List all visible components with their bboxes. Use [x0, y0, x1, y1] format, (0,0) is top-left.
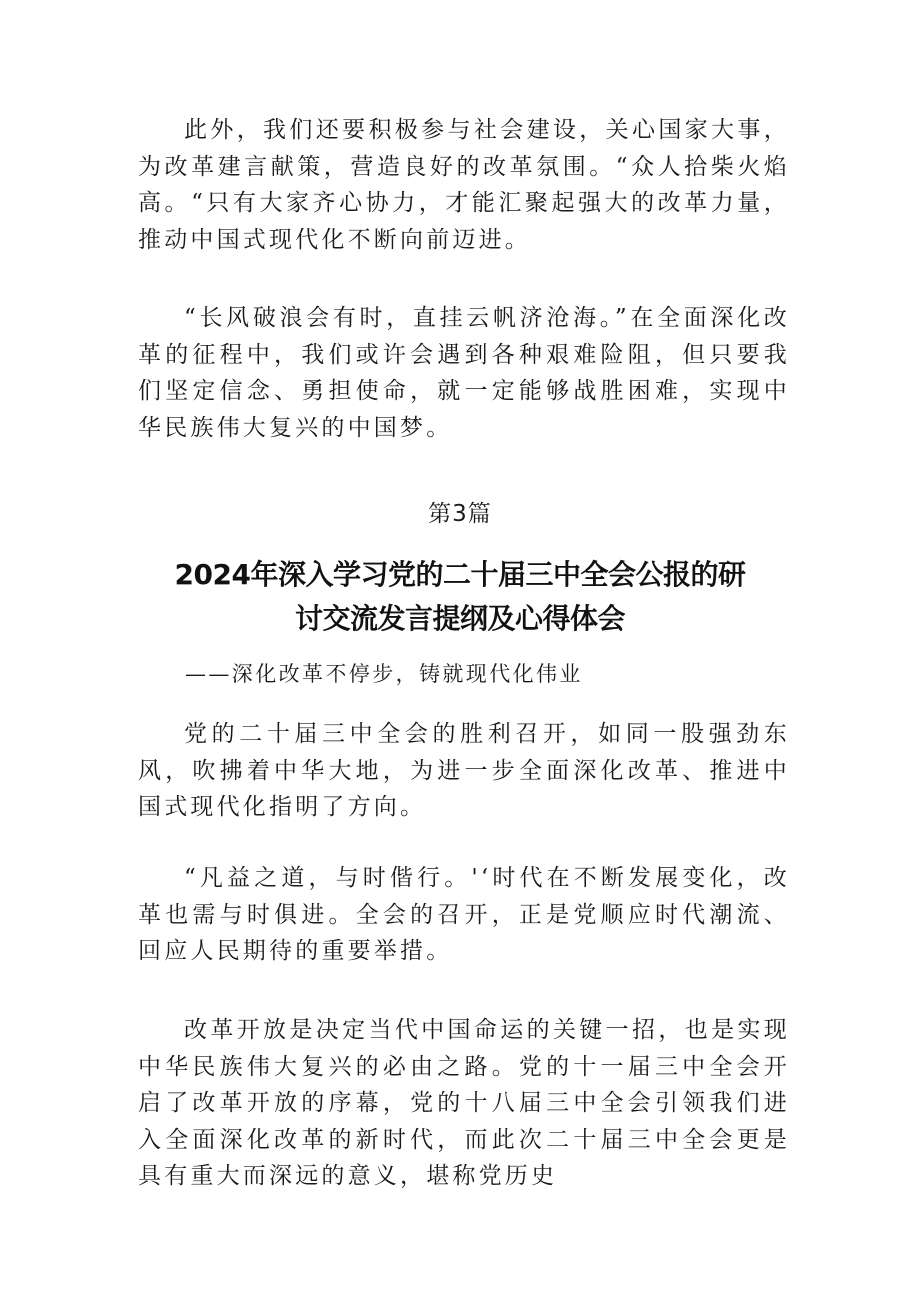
paragraph-chinese-dream: “长风破浪会有时，直挂云帆济沧海。”在全面深化改革的征程中，我们或许会遇到各种艰难险阻，但只要我们坚定信念、勇担使命，就一定能够战胜困难，实现中华民族伟大复兴的中国梦。: [138, 305, 790, 441]
article-subtitle: ——深化改革不停步，铸就现代化伟业: [185, 662, 583, 686]
paragraph-plenum-opening: 党的二十届三中全会的胜利召开，如同一股强劲东风，吹拂着中华大地，为进一步全面深化改革、推进中国式现代化指明了方向。: [138, 721, 790, 821]
article-title-line-2: 讨交流发言提纲及心得体会: [294, 602, 625, 635]
paragraph-keep-pace: “凡益之道，与时偕行。'‘时代在不断发展变化，改革也需与时俱进。全会的召开，正是党顺应时代潮流、回应人民期待的重要举措。: [138, 865, 790, 965]
paragraph-reform-history: 改革开放是决定当代中国命运的关键一招，也是实现中华民族伟大复兴的必由之路。党的十一届三中全会开启了改革开放的序幕，党的十八届三中全会引领我们进入全面深化改革的新时代，而此次二十届三中全会更是具有重大而深远的意义，堪称党历史: [138, 1017, 790, 1190]
article-title-line-1: 2024年深入学习党的二十届三中全会公报的研: [174, 558, 746, 591]
paragraph-social-participation: 此外，我们还要积极参与社会建设，关心国家大事，为改革建言献策，营造良好的改革氛围。“众人拾柴火焰高。“只有大家齐心协力，才能汇聚起强大的改革力量，推动中国式现代化不断向前迈进。: [138, 117, 790, 253]
article-number-label: 第3篇: [428, 501, 492, 527]
